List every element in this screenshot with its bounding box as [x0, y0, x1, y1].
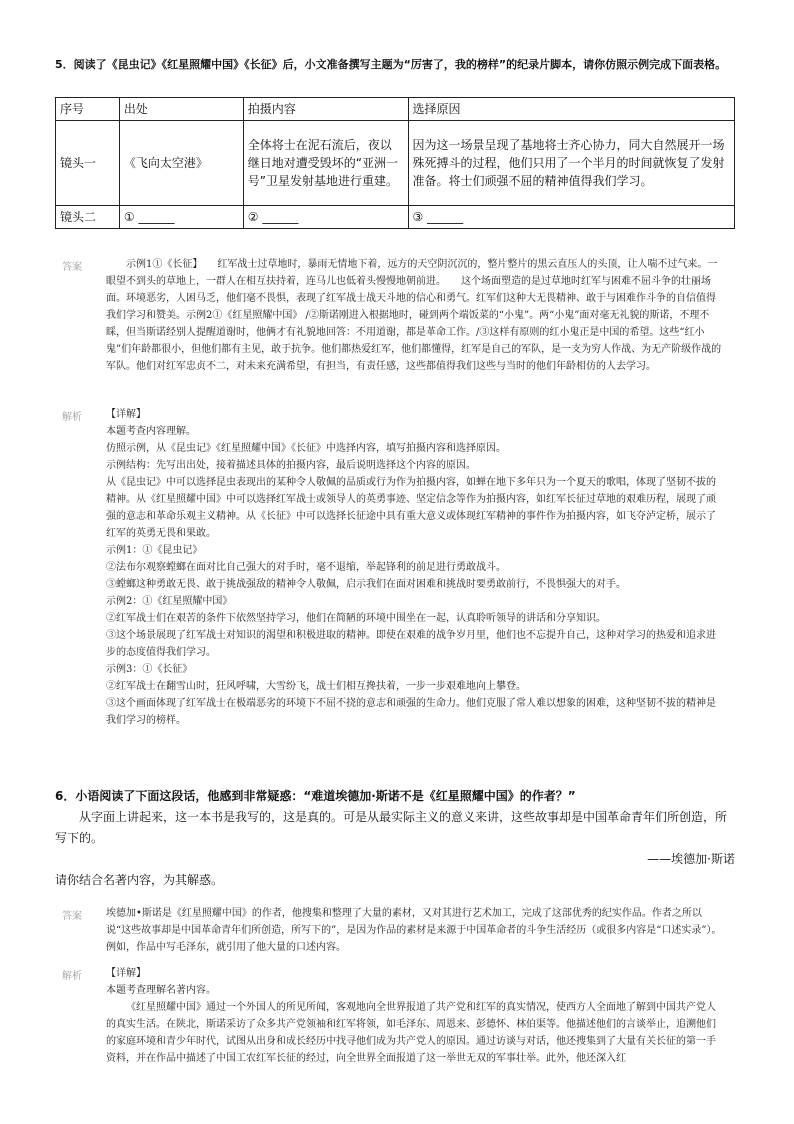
analysis-line: 示例结构：先写出出处，接着描述具体的拍摄内容，最后说明选择这个内容的原因。	[106, 460, 476, 471]
analysis-line: ②红军战士在翻雪山时，狂风呼啸，大雪纷飞，战士们相互搀扶着，一步一步艰难地向上攀登。	[106, 681, 526, 692]
table-header-cell: 出处	[119, 98, 243, 121]
analysis-line: 仿照示例，从《昆虫记》《红星照耀中国》《长征》中选择内容，填写拍摄内容和选择原因。	[106, 443, 506, 454]
analysis-line: ③这个场景展现了红军战士对知识的渴望和积极进取的精神。即使在艰难的战争岁月里，他们也不忘提升自己，这种对学习的热爱和追求进步的态度值得我们学习。	[106, 630, 716, 658]
blank-cell-1: ① ______	[119, 206, 243, 229]
quote-text: 从字面上讲起来，这一本书是我写的，这是真的。可是从最实际主义的意义来讲，这些故事却是中国革命青年们所创造，所写下的。	[55, 810, 728, 845]
table-row	[56, 121, 735, 206]
answer-label: 答案	[62, 911, 82, 922]
q5-answer-text	[106, 256, 724, 375]
analysis-line: ②法布尔观察螳螂在面对比自己强大的对手时，毫不退缩，举起锋利的前足进行勇敢战斗。	[106, 562, 506, 573]
question-5-title: 5．阅读了《昆虫记》《红星照耀中国》《长征》后，小文准备撰写主题为“厉害了，我的榜样”的纪录片脚本，请你仿照示例完成下面表格。	[55, 58, 727, 71]
q6-quote-block	[55, 807, 735, 891]
blank-cell-3: ③ ______	[408, 206, 734, 229]
analysis-line: ②红军战士们在艰苦的条件下依然坚持学习，他们在简陋的环境中围坐在一起，认真聆听领导的讲话和分享知识。	[106, 613, 606, 624]
table-cell: 因为这一场景呈现了基地将士齐心协力，同大自然展开一场殊死搏斗的过程，他们只用了一个半月的时间就恢复了发射准备。将士们顽强不屈的精神值得我们学习。	[408, 121, 734, 206]
analysis-line: 本题考查内容理解。	[106, 426, 196, 437]
analysis-line: ③这个画面体现了红军战士在极端恶劣的环境下不屈不挠的意志和顽强的生命力。他们克服了常人难以想象的困难，这种坚韧不拔的精神是我们学习的榜样。	[106, 698, 716, 726]
table-cell: 《飞向太空港》	[119, 121, 243, 206]
quote-attribution: ——埃德加·斯诺	[647, 852, 735, 866]
table-header-cell: 拍摄内容	[243, 98, 408, 121]
question-6-title: 6．小语阅读了下面这段话，他感到非常疑惑：“难道埃德加·斯诺不是《红星照耀中国》的作者？”	[55, 789, 576, 803]
table-cell: 镜头一	[56, 121, 120, 206]
analysis-line: 【详解】	[106, 968, 146, 979]
q6-answer-text	[106, 905, 724, 956]
analysis-line: 从《昆虫记》中可以选择昆虫表现出的某种令人敬佩的品质或行为作为拍摄内容，如蝉在地下多年只为一个夏天的歌唱，体现了坚韧不拔的精神。从《红星照耀中国》中可以选择红军战士或领导人的英勇事迹、坚定信念等作为拍摄内容，如红军长征过草地的艰难历程，展现了顽强的意志和革命乐观主义精神。从《长征》中可以选择长征途中具有重大意义或体现红军精神的事件作为拍摄内容，如飞夺泸定桥，展示了红军的英勇无畏和果敢。	[106, 477, 716, 539]
blank-cell-2: ② ______	[243, 206, 408, 229]
analysis-label: 解析	[62, 971, 82, 982]
answer-paragraph: 埃德加•斯诺是《红星照耀中国》的作者，他搜集和整理了大量的素材，又对其进行艺术加工，完成了这部优秀的纪实作品。作者之所以说“这些故事却是中国革命青年们所创造，所写下的”，是因为作品的素材是来源于中国革命者的斗争生活经历（或很多内容是“口述实录”）。例如，作品中写毛泽东，就引用了他大量的口述内容。	[106, 908, 722, 953]
table-header-row	[56, 98, 735, 121]
analysis-line: 本题考查理解名著内容。	[106, 985, 216, 996]
table-header-cell: 选择原因	[408, 98, 734, 121]
analysis-line: 示例2：①《红星照耀中国》	[106, 596, 233, 607]
answer-label: 答案	[62, 262, 82, 273]
analysis-line: 示例3：①《长征》	[106, 664, 193, 675]
q5-table	[55, 97, 735, 229]
analysis-label: 解析	[62, 412, 82, 423]
q6-prompt: 请你结合名著内容，为其解惑。	[55, 873, 224, 887]
analysis-line: 《红星照耀中国》通过一个外国人的所见所闻，客观地向全世界报道了共产党和红军的真实情况，使西方人全面地了解到中国共产党人的真实生活。在陕北，斯诺采访了众多共产党领袖和红军将领，如毛泽东、周恩来、彭德怀、林伯渠等。他描述他们的言谈举止，追溯他们的家庭环境和青少年时代，试图从出身和成长经历中找寻他们成为共产党人的原因。通过访谈与对话，他还搜集到了大量有关长征的第一手资料，并在作品中描述了中国工农红军长征的经过，向全世界全面报道了这一举世无双的军事壮举。此外，他还深入红	[106, 1002, 716, 1064]
analysis-line: 示例1：①《昆虫记》	[106, 545, 203, 556]
q5-analysis	[106, 406, 724, 729]
answer-paragraph: 示例1①《长征】 红军战士过草地时，暴雨无情地下着，远方的天空阴沉沉的，整片整片的黑云直压人的头顶，让人喘不过气来。一眼望不到头的草地上，一群人在相互扶持着，连马儿也低着头慢慢地朝前进。 这个场面塑造的是过草地时红军与困难不屈斗争的壮丽场面。环境恶劣，人困马乏，他们毫不畏惧，表现了红军战士战天斗地的信心和勇气。红军们这种大无畏精神、敢于与困难作斗争的自信值得我们学习和赞美。示例2①《红星照耀中国》 /②斯诺刚进入根据地时，碰到两个端饭菜的“小鬼”。两“小鬼”面对毫无礼貌的斯诺，不理不睬，但当斯诺经别人提醒道谢时，他俩才有礼貌地回答：不用道谢，都是革命工作。/③这样有原则的红小鬼正是中国的希望。这些“红小鬼”们年龄都很小，但他们都有主见，敢于抗争。他们都热爱红军，他们都懂得，红军是自己的军队，是一支为穷人作战、为无产阶级作战的军队。他们对红军忠贞不二，对未来充满希望，有担当，有责任感，这些都值得我们这些与当时的他们年龄相仿的人去学习。	[106, 259, 722, 372]
table-cell: 全体将士在泥石流后，夜以继日地对遭受毁坏的“亚洲一号”卫星发射基地进行重建。	[243, 121, 408, 206]
analysis-line: ③螳螂这种勇敢无畏、敢于挑战强敌的精神令人敬佩，启示我们在面对困难和挑战时要勇敢前行，不畏惧强大的对手。	[106, 579, 626, 590]
analysis-line: 【详解】	[106, 409, 146, 420]
q6-analysis	[106, 965, 724, 1120]
table-row	[56, 206, 735, 229]
table-header-cell: 序号	[56, 98, 120, 121]
table-cell: 镜头二	[56, 206, 120, 229]
